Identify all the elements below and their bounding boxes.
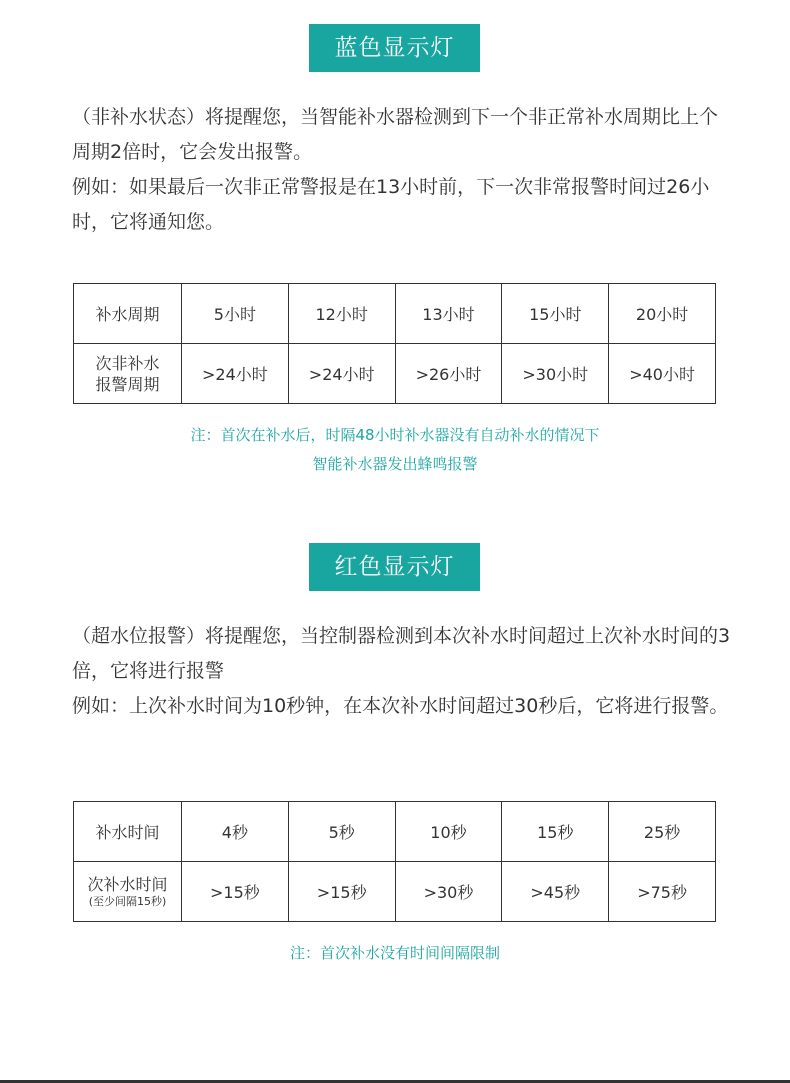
blue-paragraph-1: （非补水状态）将提醒您，当智能补水器检测到下一个非正常补水周期比上个周期2倍时，它会发出报警。 (72, 106, 719, 163)
table-cell: >15秒 (182, 862, 289, 922)
table-cell: >30秒 (395, 862, 502, 922)
row-header-line: 报警周期 (95, 374, 160, 394)
table-cell: >45秒 (502, 862, 609, 922)
blue-light-title: 蓝色显示灯 (309, 24, 480, 72)
row-header-line: 次补水时间 (87, 875, 168, 894)
table-cell: 4秒 (182, 802, 289, 862)
table-cell: 15小时 (502, 284, 609, 344)
table-row-header (74, 862, 182, 922)
table-row (74, 802, 716, 862)
red-note-line-1: 注：首次补水没有时间间隔限制 (289, 944, 500, 962)
red-description (72, 619, 732, 724)
table-cell: >40小时 (609, 344, 716, 404)
table-cell: >30小时 (502, 344, 609, 404)
table-row-header (74, 344, 182, 404)
blue-description (72, 100, 732, 240)
table-cell: 5秒 (288, 802, 395, 862)
table-cell: 13小时 (395, 284, 502, 344)
table-cell: 20小时 (609, 284, 716, 344)
table-cell: >24小时 (182, 344, 289, 404)
table-cell: 10秒 (395, 802, 502, 862)
row-header-line: 次非补水 (95, 353, 160, 373)
table-cell: >75秒 (609, 862, 716, 922)
table-row (74, 344, 716, 404)
blue-paragraph-2: 例如：如果最后一次非正常警报是在13小时前，下一次非常报警时间过26小时，它将通知您。 (72, 176, 710, 233)
table-row-header: 补水时间 (74, 802, 182, 862)
blue-note-line-1: 注：首次在补水后，时隔48小时补水器没有自动补水的情况下 (190, 426, 600, 444)
table-cell: 25秒 (609, 802, 716, 862)
table-row-header: 补水周期 (74, 284, 182, 344)
red-time-table (73, 801, 716, 922)
red-paragraph-1: （超水位报警）将提醒您，当控制器检测到本次补水时间超过上次补水时间的3倍，它将进行报警 (72, 625, 731, 682)
table-row (74, 862, 716, 922)
table-cell: 12小时 (288, 284, 395, 344)
blue-note-line-2: 智能补水器发出蜂鸣报警 (312, 455, 478, 473)
table-cell: >15秒 (288, 862, 395, 922)
table-cell: >24小时 (288, 344, 395, 404)
red-light-title: 红色显示灯 (309, 543, 480, 591)
row-header-subline: (至少间隔15秒) (88, 895, 167, 908)
blue-note (0, 421, 790, 479)
table-cell: >26小时 (395, 344, 502, 404)
blue-cycle-table (73, 283, 716, 404)
table-cell: 5小时 (182, 284, 289, 344)
red-note (0, 939, 790, 968)
table-cell: 15秒 (502, 802, 609, 862)
red-paragraph-2: 例如：上次补水时间为10秒钟，在本次补水时间超过30秒后，它将进行报警。 (72, 695, 729, 717)
table-row (74, 284, 716, 344)
